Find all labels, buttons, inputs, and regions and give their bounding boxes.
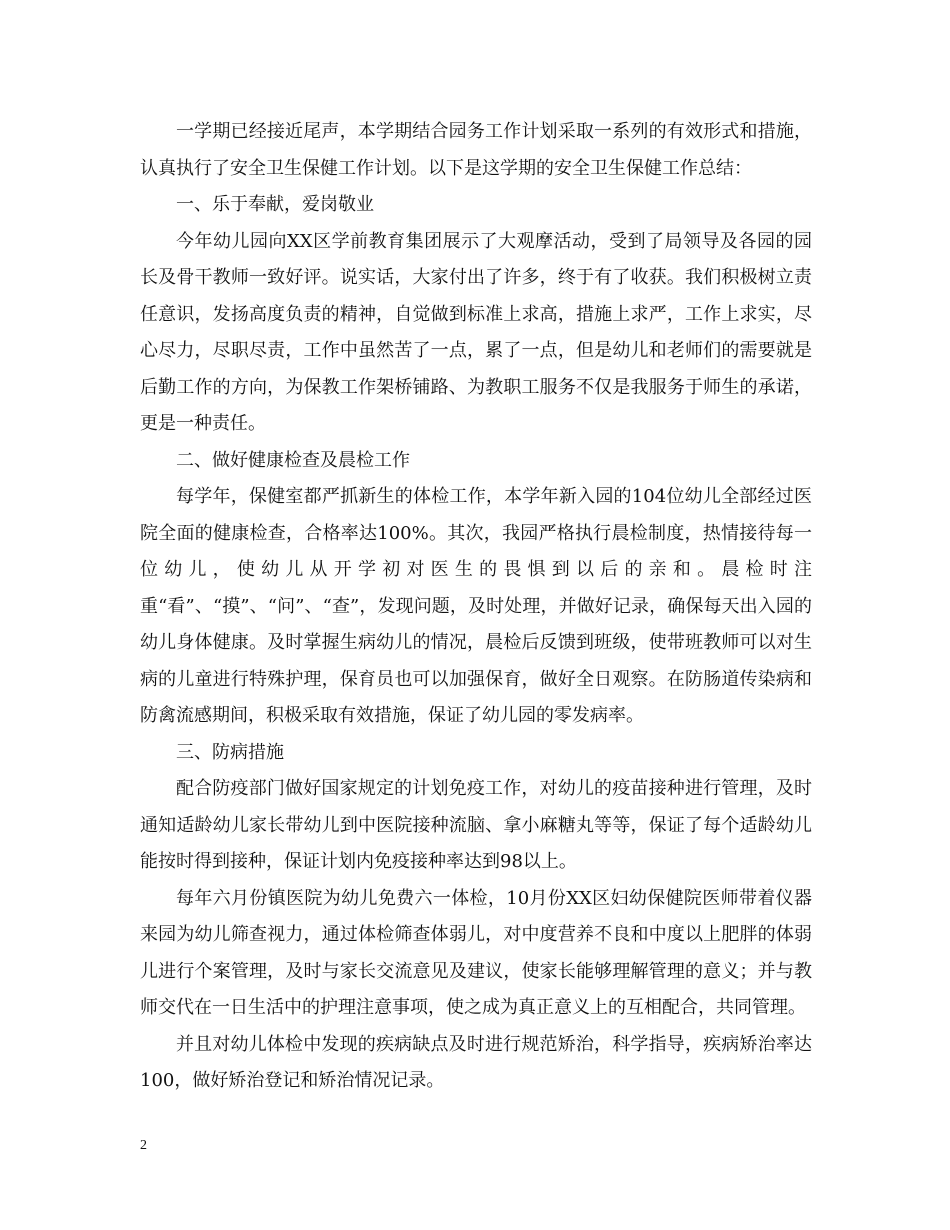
section-heading-3: 三、防病措施 bbox=[176, 741, 284, 763]
paragraph-health-check: 每学年，保健室都严抓新生的体检工作，本学年新入园的104位幼儿全部经过医院全面的健康检查，合格率达100%。其次，我园严格执行晨检制度，热情接待每一位幼儿，使幼儿从开学初对医生的畏惧到以后的亲和。晨检时注重“看”、“摸”、“问”、“查”，发现问题，及时处理，并做好记录，确保每天出入园的幼儿身体健康。及时掌握生病幼儿的情况，晨检后反馈到班级，使带班教师可以对生病的儿童进行特殊护理，保育员也可以加强保育，做好全日观察。在防肠道传染病和防禽流感期间，积极采取有效措施，保证了幼儿园的零发病率。 bbox=[140, 486, 812, 726]
paragraph-annual-checkup: 每年六月份镇医院为幼儿免费六一体检，10月份XX区妇幼保健院医师带着仪器来园为幼儿筛查视力，通过体检筛查体弱儿，对中度营养不良和中度以上肥胖的体弱儿进行个案管理，及时与家长交流意见及建议，使家长能够理解管理的意义；并与教师交代在一日生活中的护理注意事项，使之成为真正意义上的互相配合，共同管理。 bbox=[140, 887, 812, 1018]
paragraph-dedication: 今年幼儿园向XX区学前教育集团展示了大观摩活动，受到了局领导及各园的园长及骨干教师一致好评。说实话，大家付出了许多，终于有了收获。我们积极树立责任意识，发扬高度负责的精神，自觉做到标准上求高，措施上求严，工作上求实，尽心尽力，尽职尽责，工作中虽然苦了一点，累了一点，但是幼儿和老师们的需要就是后勤工作的方向，为保教工作架桥铺路、为教职工服务不仅是我服务于师生的承诺，更是一种责任。 bbox=[140, 230, 812, 434]
paragraph-correction: 并且对幼儿体检中发现的疾病缺点及时进行规范矫治，科学指导，疾病矫治率达100，做好矫治登记和矫治情况记录。 bbox=[140, 1033, 812, 1091]
document-body bbox=[140, 114, 812, 1100]
paragraph-intro: 一学期已经接近尾声，本学期结合园务工作计划采取一系列的有效形式和措施，认真执行了安全卫生保健工作计划。以下是这学期的安全卫生保健工作总结： bbox=[140, 121, 812, 179]
section-heading-1: 一、乐于奉献，爱岗敬业 bbox=[176, 194, 374, 215]
paragraph-vaccination: 配合防疫部门做好国家规定的计划免疫工作，对幼儿的疫苗接种进行管理，及时通知适龄幼儿家长带幼儿到中医院接种流脑、拿小麻糖丸等等，保证了每个适龄幼儿能按时得到接种，保证计划内免疫接种率达到98以上。 bbox=[140, 778, 812, 872]
section-heading-2: 二、做好健康检查及晨检工作 bbox=[176, 449, 410, 471]
page-number: 2 bbox=[140, 1138, 147, 1153]
